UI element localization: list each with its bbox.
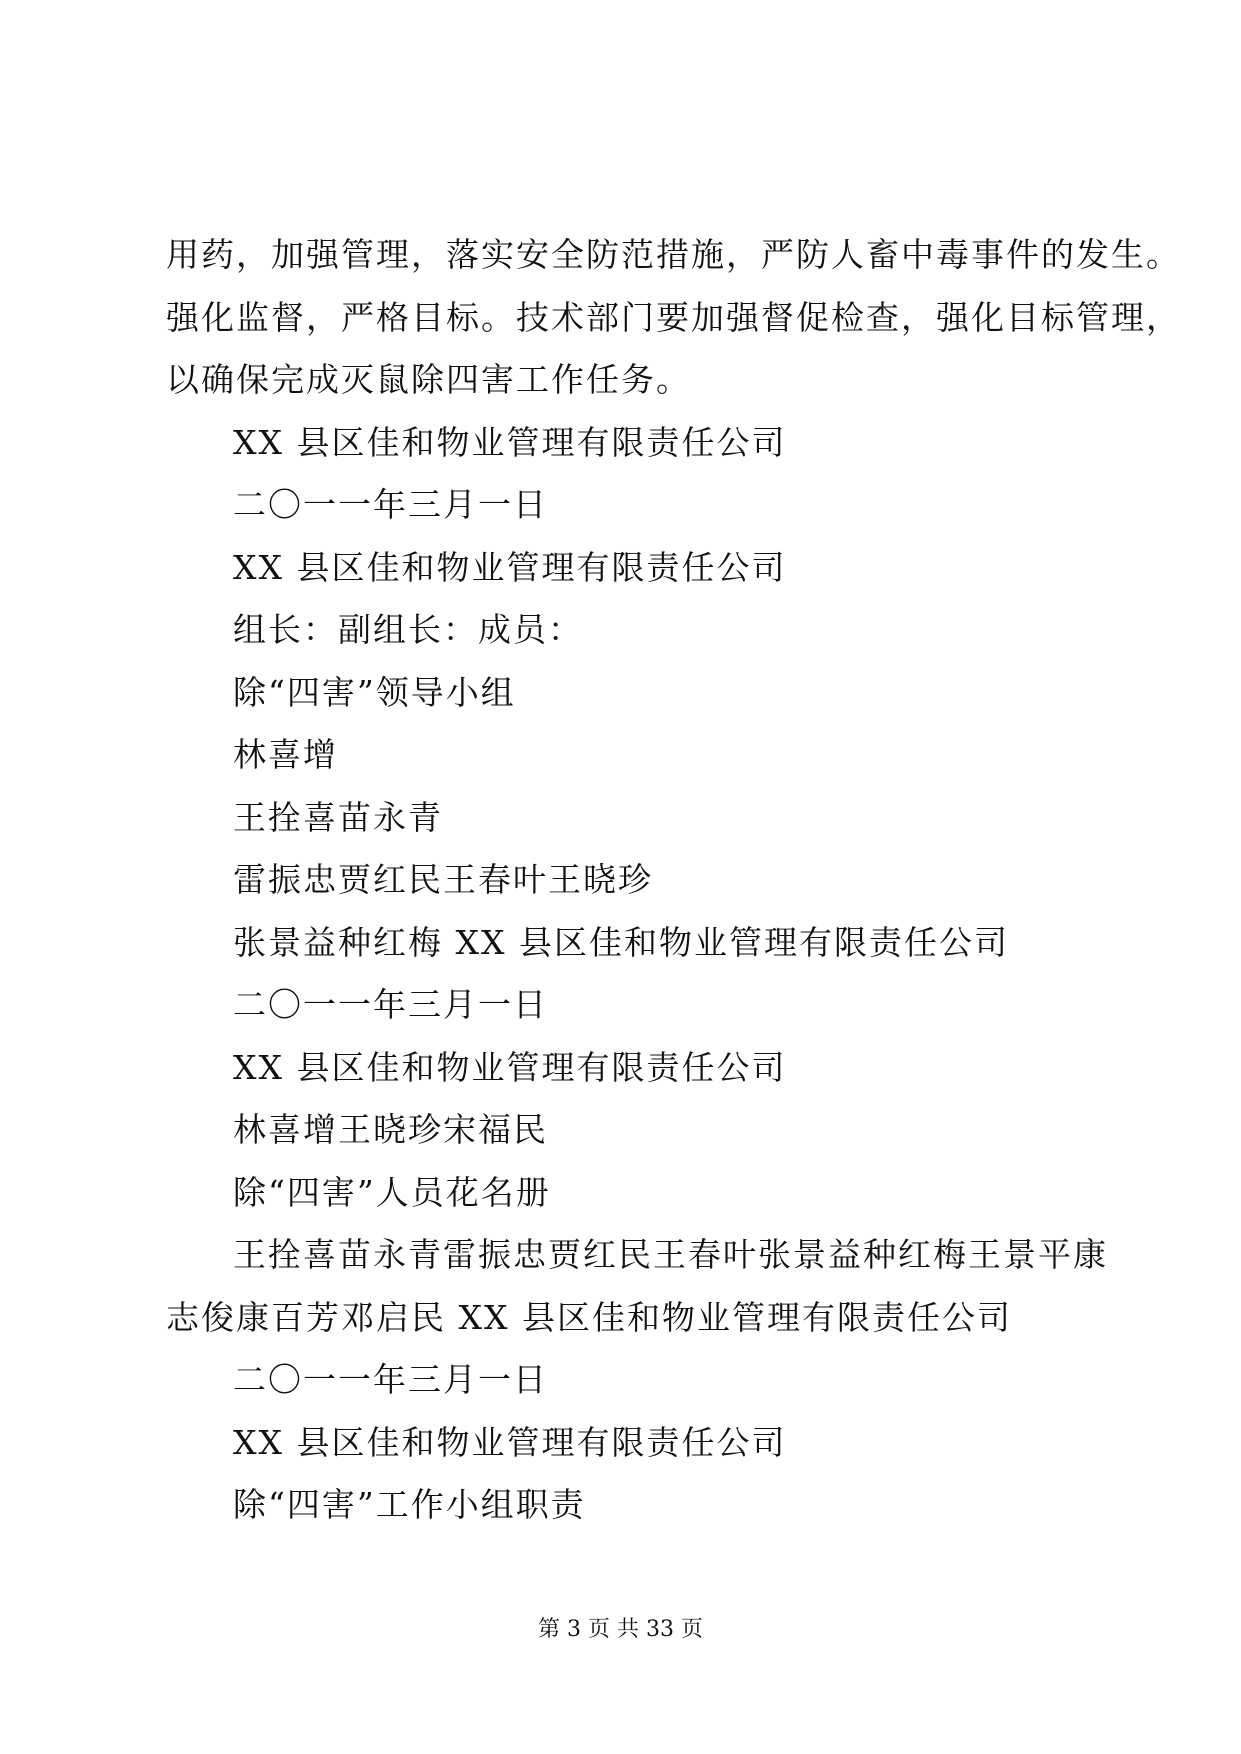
member-names: 王拴喜苗永青 xyxy=(233,797,443,837)
date-line: 二〇一一年三月一日 xyxy=(233,985,548,1024)
paragraph-line: 以确保完成灭鼠除四害工作任务。 xyxy=(166,360,691,399)
company-name: XX 县区佳和物业管理有限责任公司 xyxy=(233,1047,787,1087)
section-heading: 除“四害”人员花名册 xyxy=(233,1172,551,1212)
member-names: 志俊康百芳邓启民 XX 县区佳和物业管理有限责任公司 xyxy=(166,1297,1012,1337)
paragraph-line: 强化监督，严格目标。技术部门要加强督促检查，强化目标管理， xyxy=(166,297,1181,337)
company-name: XX 县区佳和物业管理有限责任公司 xyxy=(233,547,787,587)
section-heading: 除“四害”领导小组 xyxy=(233,672,516,712)
section-heading: 除“四害”工作小组职责 xyxy=(233,1485,586,1524)
date-line: 二〇一一年三月一日 xyxy=(233,1360,548,1399)
member-names: 雷振忠贾红民王春叶王晓珍 xyxy=(233,860,653,899)
document-body xyxy=(166,224,1181,1537)
member-names: 林喜增 xyxy=(233,735,338,774)
page-number: 第 3 页 共 33 页 xyxy=(538,1617,703,1642)
member-names: 林喜增王晓珍宋福民 xyxy=(233,1110,548,1149)
member-names: 张景益种红梅 XX 县区佳和物业管理有限责任公司 xyxy=(233,922,1009,962)
company-name: XX 县区佳和物业管理有限责任公司 xyxy=(233,422,787,462)
role-labels: 组长：副组长：成员： xyxy=(233,610,583,649)
date-line: 二〇一一年三月一日 xyxy=(233,485,548,524)
paragraph-line: 用药，加强管理，落实安全防范措施，严防人畜中毒事件的发生。 xyxy=(166,235,1181,274)
company-name: XX 县区佳和物业管理有限责任公司 xyxy=(233,1422,787,1462)
member-names: 王拴喜苗永青雷振忠贾红民王春叶张景益种红梅王景平康 xyxy=(233,1235,1108,1274)
